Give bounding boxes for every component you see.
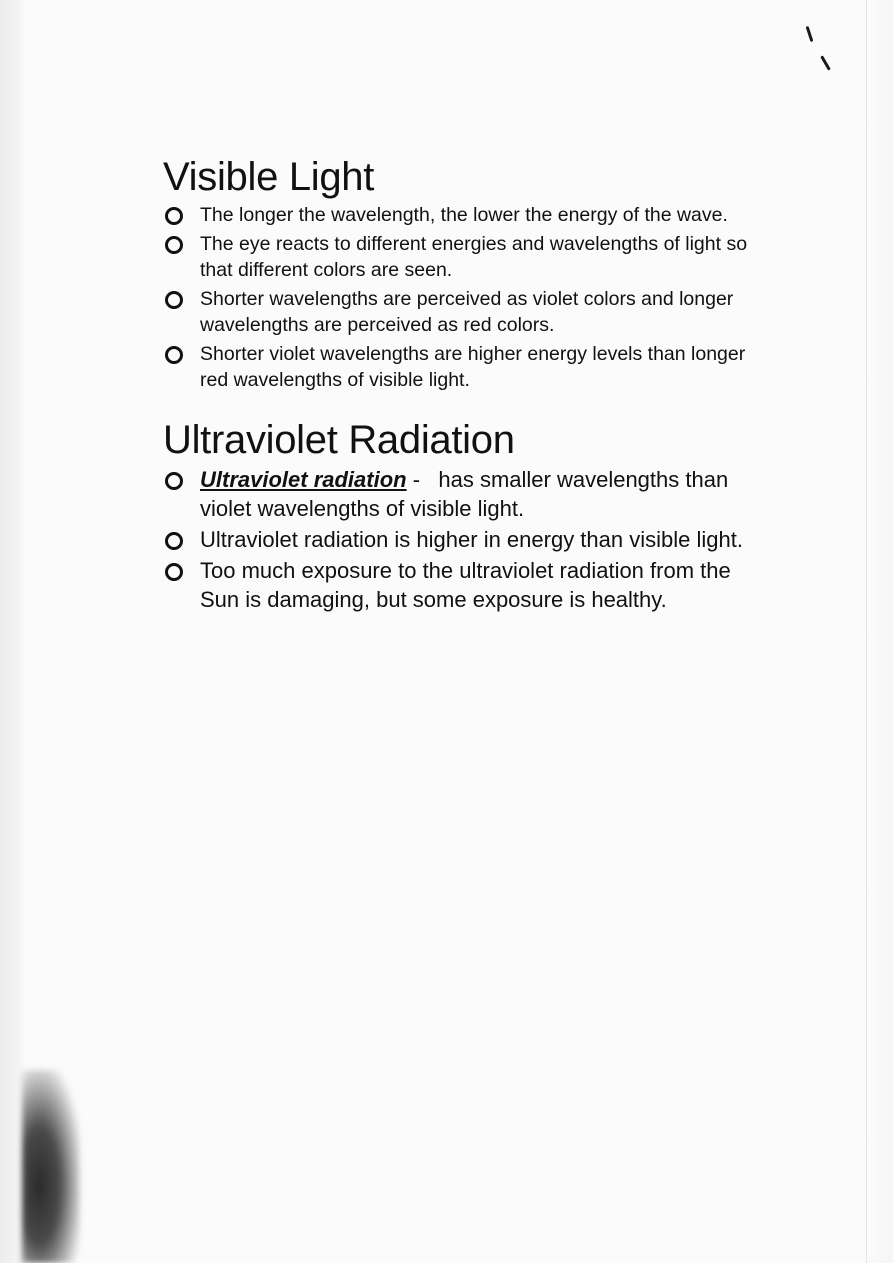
list-item	[163, 341, 773, 393]
list-item-text: The longer the wavelength, the lower the energy of the wave.	[200, 204, 728, 226]
section-heading: Visible Light	[163, 155, 375, 199]
list-item-text: Shorter wavelengths are perceived as violet colors and longer wavelengths are perceived as red colors.	[200, 288, 734, 336]
circle-bullet-icon	[165, 291, 183, 309]
definition-text: has smaller wavelengths than violet wavelengths of visible light.	[200, 467, 729, 521]
list-item	[163, 525, 773, 554]
list-item	[163, 202, 773, 228]
pen-mark	[806, 26, 814, 42]
list-item-text: Too much exposure to the ultraviolet radiation from the Sun is damaging, but some exposure is healthy.	[200, 558, 731, 612]
scan-right-edge	[866, 0, 893, 1263]
definition-term: Ultraviolet radiation	[200, 467, 407, 492]
circle-bullet-icon	[165, 472, 183, 490]
section-heading: Ultraviolet Radiation	[163, 418, 515, 462]
list-item-definition	[163, 465, 773, 523]
list-item	[163, 556, 773, 614]
bullet-list	[163, 465, 773, 614]
bullet-list	[163, 202, 773, 393]
list-item-text: Ultraviolet radiation is higher in energy than visible light.	[200, 527, 743, 552]
circle-bullet-icon	[165, 207, 183, 225]
document-content	[163, 152, 773, 616]
list-item	[163, 286, 773, 338]
circle-bullet-icon	[165, 563, 183, 581]
list-item-text: Shorter violet wavelengths are higher energy levels than longer red wavelengths of visible light.	[200, 343, 746, 391]
circle-bullet-icon	[165, 236, 183, 254]
definition-separator: -	[406, 467, 439, 492]
section-ultraviolet-radiation	[163, 415, 773, 614]
circle-bullet-icon	[165, 346, 183, 364]
circle-bullet-icon	[165, 532, 183, 550]
section-visible-light	[163, 152, 773, 393]
list-item	[163, 231, 773, 283]
scan-thumb-shadow	[22, 1070, 80, 1263]
list-item-text: The eye reacts to different energies and wavelengths of light so that different colors are seen.	[200, 233, 748, 281]
pen-mark	[820, 55, 831, 70]
